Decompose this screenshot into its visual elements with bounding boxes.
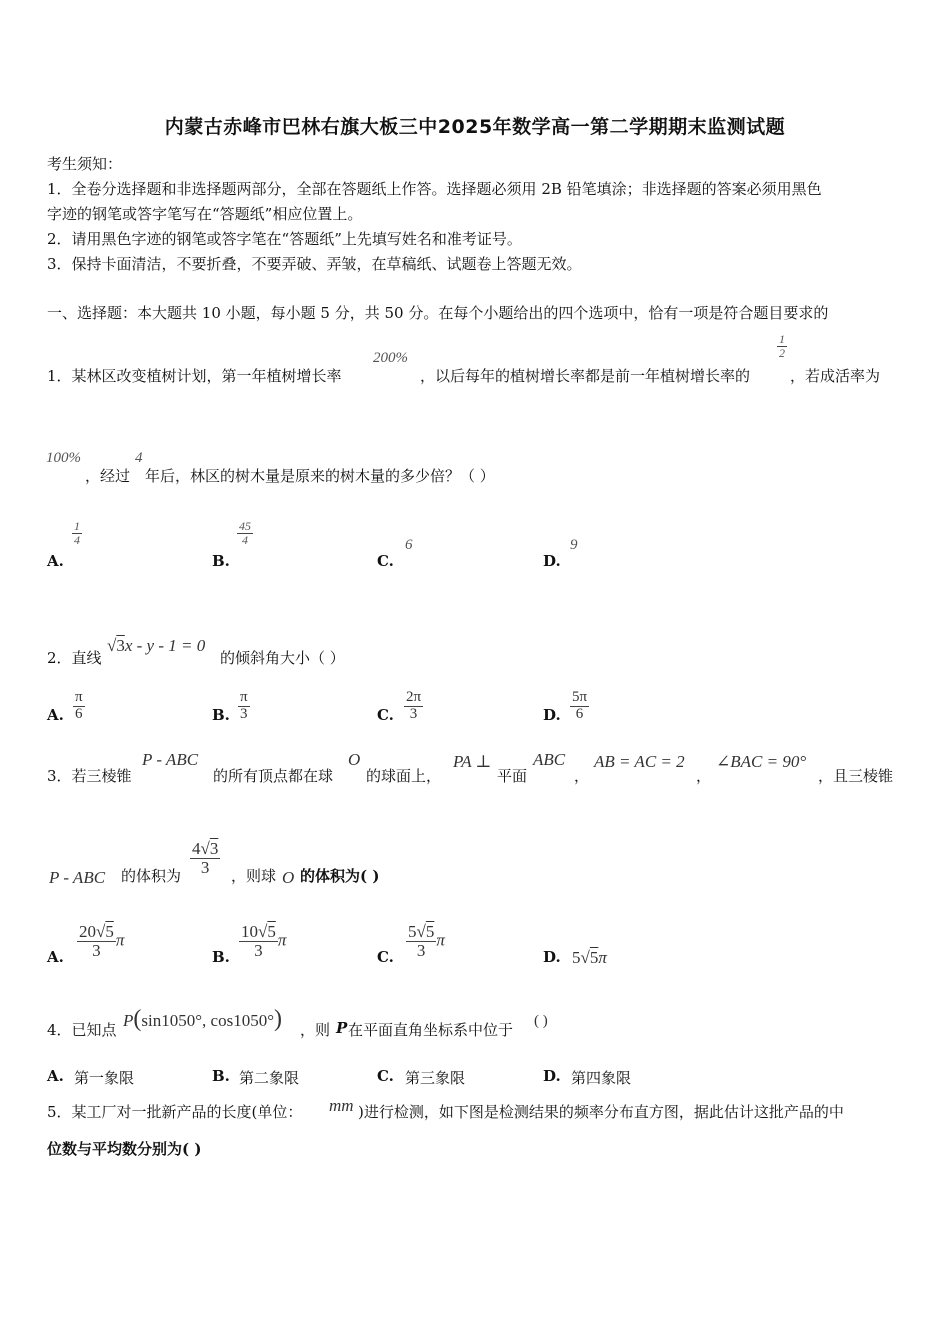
q2-option-a-label: A. [47, 706, 64, 724]
q2-equation: √3x - y - 1 = 0 [107, 636, 206, 655]
q4-point: P(sin1050°, cos1050°) [123, 1006, 282, 1032]
q4-point-p: P [123, 1011, 134, 1030]
q4-blank: ( ) [534, 1013, 548, 1029]
q2-option-b-num: π [240, 689, 248, 705]
q3-math-abc: ABC [533, 750, 566, 769]
q1-option-d-value: 9 [570, 537, 578, 553]
q3-math-pa: PA ⊥ [453, 752, 492, 771]
q2-option-d-num: 5π [572, 689, 588, 705]
q1-text-1: 1．某林区改变植树计划，第一年植树增长率 [47, 367, 342, 385]
q3-comma-2: ， [696, 767, 712, 785]
q1-text-5: 年后，林区的树木量是原来的树木量的多少倍？（ ） [145, 467, 495, 485]
q1-option-a-label: A. [47, 552, 64, 570]
q4-text-1: 4．已知点 [47, 1021, 117, 1039]
q3-option-b-label: B. [212, 948, 230, 966]
q1-option-d-label: D. [543, 552, 561, 570]
q4-point-args: sin1050°, cos1050° [141, 1011, 274, 1030]
q4-option-a-label: A. [47, 1067, 64, 1085]
q3-math-pabc-2: P - ABC [49, 868, 106, 887]
q3-text-8: 的体积为( ) [300, 867, 380, 885]
q3-option-b-coef: 10 [241, 922, 258, 941]
q1-option-a-value [72, 520, 82, 546]
q1-survival-image: 100% [46, 450, 81, 466]
q1-option-c-label: C. [377, 552, 394, 570]
q3-option-b-sqrt: 5 [267, 922, 276, 941]
q3-volume-fraction: $\frac{4√3}{3}$ [192, 839, 219, 877]
q1-option-b-den: 4 [242, 532, 248, 547]
q3-option-a-value: $\frac{20√5}{3}$ π [79, 922, 125, 960]
q1-option-b-value [237, 520, 253, 546]
q4-option-b-text: 第二象限 [239, 1069, 300, 1087]
q5-text-1: 5．某工厂对一批新产品的长度(单位： [47, 1103, 303, 1121]
q1-rate-image: 200% [373, 350, 408, 366]
q2-eq-sqrt: 3 [116, 636, 125, 655]
exam-title: 内蒙古赤峰市巴林右旗大板三中2025年数学高一第二学期期末监测试题 [164, 116, 786, 138]
q1-text-2: ，以后每年的植树增长率都是前一年植树增长率的 [420, 367, 751, 385]
q3-option-c-sqrt: 5 [425, 922, 435, 941]
q1-option-a-den: 4 [74, 532, 80, 547]
q3-option-d-value: 5√5π [572, 948, 607, 967]
q3-text-7: ，则球 [231, 867, 277, 885]
q5-unit: mm [329, 1096, 354, 1115]
q4-option-c-text: 第三象限 [405, 1069, 466, 1087]
q1-option-b-label: B. [212, 552, 230, 570]
q2-eq-rest: x - y - 1 = 0 [124, 636, 206, 655]
q1-half-den: 2 [779, 345, 785, 360]
section-heading: 一、选择题：本大题共 10 小题，每小题 5 分，共 50 分。在每个小题给出的四个选项中，恰有一项是符合题目要求的 [47, 304, 829, 322]
notice-line-1a: 1．全卷分选择题和非选择题两部分，全部在答题纸上作答。选择题必须用 2B 铅笔填涂；非选择题的答案必须用黑色 [47, 180, 822, 198]
q1-years-image: 4 [135, 450, 143, 466]
q1-half-num: 1 [779, 332, 785, 346]
q3-text-4: 平面 [497, 767, 528, 785]
q2-text-2: 的倾斜角大小（ ） [220, 649, 345, 667]
q5-text-3: 位数与平均数分别为( ) [47, 1140, 202, 1158]
q2-option-b-label: B. [212, 706, 230, 724]
q3-text-2: 的所有顶点都在球 [213, 767, 334, 785]
q3-option-b-value: $\frac{10√5}{3}$ π [241, 922, 287, 960]
q3-option-a-sqrt: 5 [105, 922, 114, 941]
q3-option-a-coef: 20 [79, 922, 96, 941]
notice-heading: 考生须知： [47, 155, 123, 173]
q3-option-a-label: A. [47, 948, 64, 966]
q3-option-c-den: 3 [416, 940, 426, 960]
q2-option-a-num: π [75, 689, 83, 705]
q3-text-5: ，且三棱锥 [818, 767, 894, 785]
q3-vol-sqrt: 3 [209, 839, 219, 858]
q2-option-b-den: 3 [240, 705, 248, 722]
q3-option-b-den: 3 [254, 940, 263, 960]
q3-text-6: 的体积为 [121, 867, 182, 885]
q3-math-o-2: O [282, 868, 295, 887]
notice-line-3: 3．保持卡面清洁，不要折叠，不要弄破、弄皱，在草稿纸、试题卷上答题无效。 [47, 255, 582, 273]
q2-option-a-value [73, 690, 85, 723]
notice-line-2: 2．请用黑色字迹的钢笔或答字笔在“答题纸”上先填写姓名和准考证号。 [47, 230, 522, 248]
q4-option-a-text: 第一象限 [74, 1069, 135, 1087]
q3-option-c-pi: π [436, 930, 445, 950]
q3-vol-den: 3 [200, 857, 210, 877]
q4-option-d-text: 第四象限 [571, 1069, 632, 1087]
q3-text-1: 3．若三棱锥 [47, 767, 132, 785]
q4-option-d-label: D. [543, 1067, 561, 1085]
q2-option-d-label: D. [543, 706, 561, 724]
q3-math-o: O [348, 750, 361, 769]
q3-option-a-den: 3 [92, 940, 101, 960]
q1-option-b-num: 45 [239, 519, 251, 533]
q4-text-3: 在平面直角坐标系中位于 [348, 1021, 514, 1039]
q3-comma-1: ， [574, 767, 590, 785]
q2-option-c-num: 2π [406, 689, 422, 705]
q2-option-a-den: 6 [75, 705, 83, 722]
q3-vol-coef: 4 [192, 839, 201, 858]
q3-option-d-pi: π [598, 948, 607, 967]
q4-option-c-label: C. [377, 1067, 394, 1085]
q2-option-d-den: 6 [575, 705, 584, 722]
q1-text-4: ，经过 [85, 467, 131, 485]
q3-math-pabc: P - ABC [142, 750, 199, 769]
q4-option-b-label: B. [212, 1067, 230, 1085]
q2-option-b-value [238, 690, 250, 723]
q3-option-b-pi: π [277, 930, 287, 950]
q3-option-d-label: D. [543, 948, 561, 966]
q1-text-3: ，若成活率为 [790, 367, 881, 385]
notice-line-1b: 字迹的钢笔或答字笔写在“答题纸”相应位置上。 [47, 205, 363, 223]
q3-option-d-sqrt: 5 [589, 948, 599, 967]
q3-option-c-label: C. [377, 948, 394, 966]
q3-text-3: 的球面上， [366, 767, 442, 785]
q3-math-ab: AB = AC = 2 [594, 752, 685, 771]
q3-option-c-coef: 5 [408, 922, 417, 941]
q2-option-c-label: C. [377, 706, 394, 724]
q2-text-1: 2．直线 [47, 649, 102, 667]
q4-bold-p: P [336, 1019, 348, 1037]
q2-option-c-den: 3 [409, 705, 418, 722]
q4-text-2: ，则 [300, 1021, 331, 1039]
q2-option-d-value [570, 690, 589, 723]
q3-option-a-pi: π [115, 930, 125, 950]
q1-option-c-value: 6 [405, 537, 413, 553]
q1-option-a-num: 1 [74, 519, 80, 533]
q3-option-c-value: $\frac{5√5}{3}$ π [408, 922, 445, 960]
q3-math-angle: ∠BAC = 90° [716, 752, 807, 771]
q3-option-d-coef: 5 [572, 948, 581, 967]
q1-half-fraction [777, 333, 787, 359]
q5-text-2: )进行检测，如下图是检测结果的频率分布直方图，据此估计这批产品的中 [358, 1103, 844, 1121]
q2-option-c-value [404, 690, 423, 723]
